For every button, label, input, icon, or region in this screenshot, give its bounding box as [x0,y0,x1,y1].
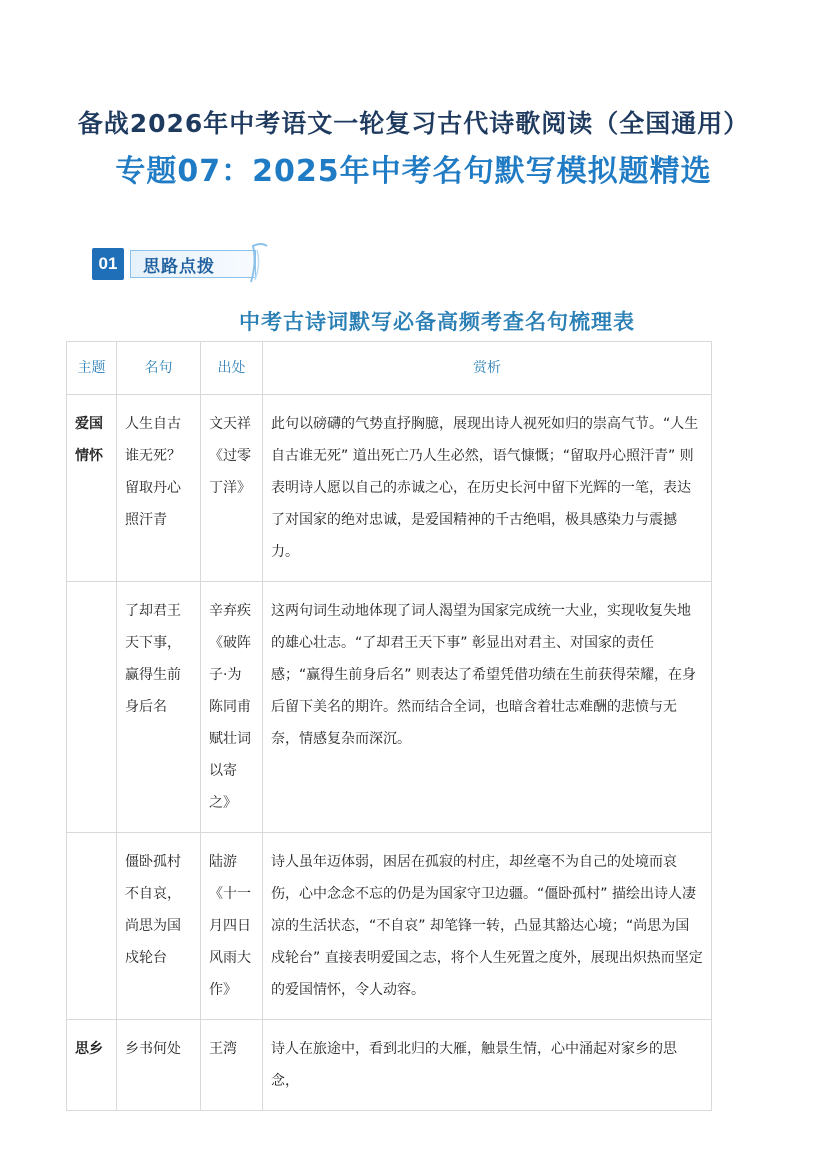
table-row [67,395,712,582]
cell-source: 王湾 [201,1020,263,1111]
cell-source: 文天祥《过零丁洋》 [201,395,263,582]
cell-line: 乡书何处 [117,1020,201,1111]
column-header-line: 名句 [117,342,201,395]
cell-source: 陆游《十一月四日风雨大作》 [201,833,263,1020]
table-row [67,582,712,833]
column-header-source: 出处 [201,342,263,395]
cell-analysis: 诗人在旅途中，看到北归的大雁，触景生情，心中涌起对家乡的思念， [263,1020,712,1111]
cell-line: 人生自古谁无死？留取丹心照汗青 [117,395,201,582]
document-subtitle: 专题07：2025年中考名句默写模拟题精选 [115,154,712,189]
cell-line: 僵卧孤村不自哀，尚思为国戍轮台 [117,833,201,1020]
cell-theme: 思乡 [67,1020,117,1111]
section-badge [92,244,272,284]
column-header-theme: 主题 [67,342,117,395]
table-header-row [67,342,712,395]
cell-analysis: 这两句词生动地体现了词人渴望为国家完成统一大业，实现收复失地的雄心壮志。“了却君王天下事” 彰显出对君主、对国家的责任感；“赢得生前身后名” 则表达了希望凭借功绩在生前获得荣耀，在身后留下美名的期许。然而结合全词，也暗含着壮志难酬的悲愤与无奈，情感复杂而深沉。 [263,582,712,833]
table-row [67,1020,712,1111]
document-title: 备战2026年中考语文一轮复习古代诗歌阅读（全国通用） [77,109,750,138]
cell-analysis: 诗人虽年迈体弱，困居在孤寂的村庄，却丝毫不为自己的处境而哀伤，心中念念不忘的仍是为国家守卫边疆。“僵卧孤村” 描绘出诗人凄凉的生活状态，“不自哀” 却笔锋一转，凸显其豁达心境；“尚思为国戍轮台” 直接表明爱国之志，将个人生死置之度外，展现出炽热而坚定的爱国情怀，令人动容。 [263,833,712,1020]
section-number: 01 [92,248,124,280]
cell-line: 了却君王天下事，赢得生前身后名 [117,582,201,833]
cell-theme [67,833,117,1020]
cell-theme: 爱国情怀 [67,395,117,582]
table-row [67,833,712,1020]
ribbon-decoration-icon [247,242,269,284]
table-caption: 中考古诗词默写必备高频考查名句梳理表 [239,310,635,334]
cell-source: 辛弃疾《破阵子·为陈同甫赋壮词以寄之》 [201,582,263,833]
column-header-analysis: 赏析 [263,342,712,395]
section-label: 思路点拨 [130,250,256,278]
cell-theme [67,582,117,833]
cell-analysis: 此句以磅礴的气势直抒胸臆，展现出诗人视死如归的崇高气节。“人生自古谁无死” 道出死亡乃人生必然，语气慷慨；“留取丹心照汗青” 则表明诗人愿以自己的赤诚之心，在历史长河中留下光辉的一笔，表达了对国家的绝对忠诚，是爱国精神的千古绝唱，极具感染力与震撼力。 [263,395,712,582]
quote-table [66,341,712,1111]
